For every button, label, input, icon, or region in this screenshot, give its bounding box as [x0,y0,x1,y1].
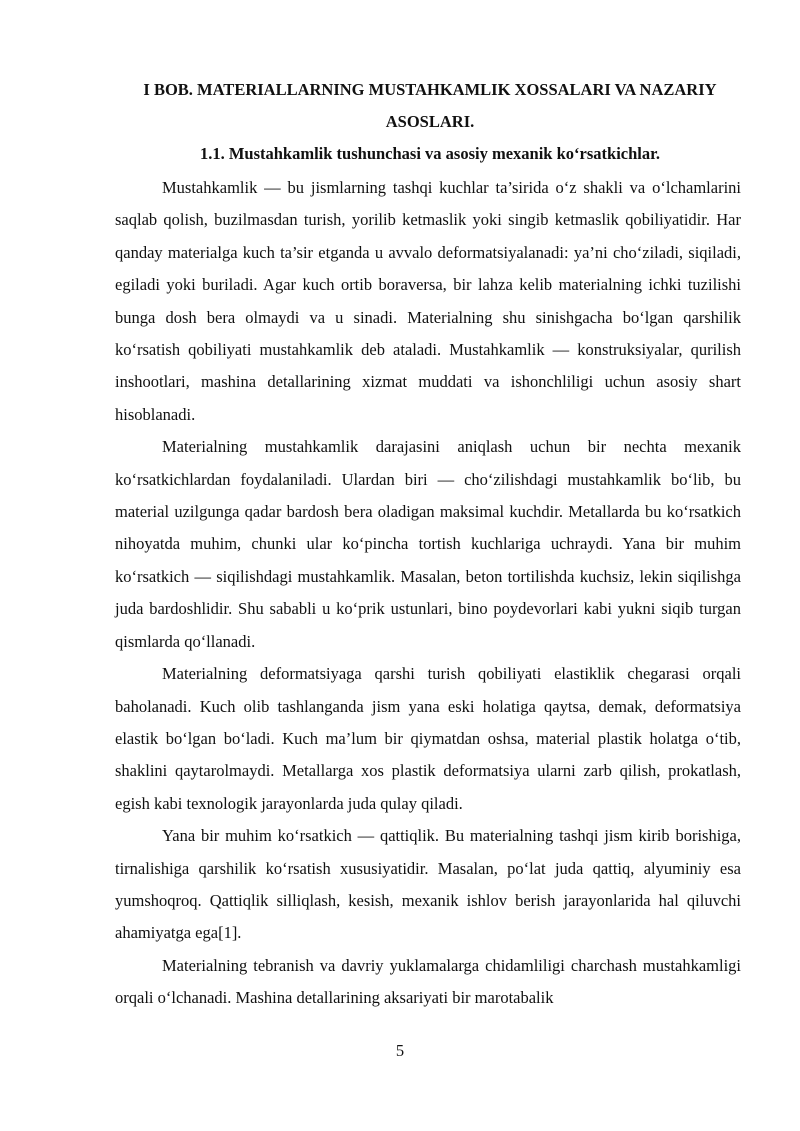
body-text [115,172,741,1015]
paragraph: Materialning tebranish va davriy yuklamalarga chidamliligi charchash mustahkamligi orqali o‘lchanadi. Mashina detallarining aksariyati bir marotabalik [115,955,741,1008]
chapter-title: I BOB. MATERIALLARNING MUSTAHKAMLIK XOSSALARI VA NAZARIY ASOSLARI. [143,80,717,131]
paragraph: Materialning mustahkamlik darajasini aniqlash uchun bir nechta mexanik ko‘rsatkichlardan foydalaniladi. Ulardan biri — cho‘zilishdagi mustahkamlik bo‘lib, bu material uzilgunga qadar bardosh bera oladigan maksimal kuchdir. Metallarda bu ko‘rsatkich nihoyatda muhim, chunki ular ko‘pincha tortish kuchlariga uchraydi. Yana bir muhim ko‘rsatkich — siqilishdagi mustahkamlik. Masalan, beton tortilishda kuchsiz, lekin siqilishga juda bardoshlidir. Shu sababli u ko‘prik ustunlari, bino poydevorlari kabi yukni siqib turgan qismlarda qo‘llanadi. [115,437,741,651]
paragraph: Materialning deformatsiyaga qarshi turish qobiliyati elastiklik chegarasi orqali baholanadi. Kuch olib tashlanganda jism yana eski holatiga qaytsa, demak, deformatsiya elastik bo‘lgan bo‘ladi. Kuch ma’lum bir qiymatdan oshsa, material plastik holatga o‘tib, shaklini qaytarolmaydi. Metallarga xos plastik deformatsiya ularni zarb qilish, prokatlash, egish kabi texnologik jarayonlarda juda qulay qiladi. [115,664,741,813]
page-number: 5 [395,1041,405,1060]
section-title: 1.1. Mustahkamlik tushunchasi va asosiy mexanik ko‘rsatkichlar. [199,144,661,163]
paragraph: Yana bir muhim ko‘rsatkich — qattiqlik. Bu materialning tashqi jism kirib borishiga, tirnalishiga qarshilik ko‘rsatish xususiyatidir. Masalan, po‘lat juda qattiq, alyuminiy esa yumshoqroq. Qattiqlik silliqlash, kesish, mexanik ishlov berish jarayonlarida hal qiluvchi ahamiyatga ega[1]. [115,826,741,943]
paragraph: Mustahkamlik — bu jismlarning tashqi kuchlar ta’sirida o‘z shakli va o‘lchamlarini saqlab qolish, buzilmasdan turish, yorilib ketmaslik yoki singib ketmaslik qobiliyatidir. Har qanday materialga kuch ta’sir etganda u avvalo deformatsiyalanadi: ya’ni cho‘ziladi, siqiladi, egiladi yoki buriladi. Agar kuch ortib boraversa, bir lahza kelib materialning ichki tuzilishi bunga dosh bera olmaydi va u sinadi. Materialning shu sinishgacha bo‘lgan qarshilik ko‘rsatish qobiliyati mustahkamlik deb ataladi. Mustahkamlik — konstruksiyalar, qurilish inshootlari, mashina detallarining xizmat muddati va ishonchliligi uchun asosiy shart hisoblanadi. [115,178,741,424]
